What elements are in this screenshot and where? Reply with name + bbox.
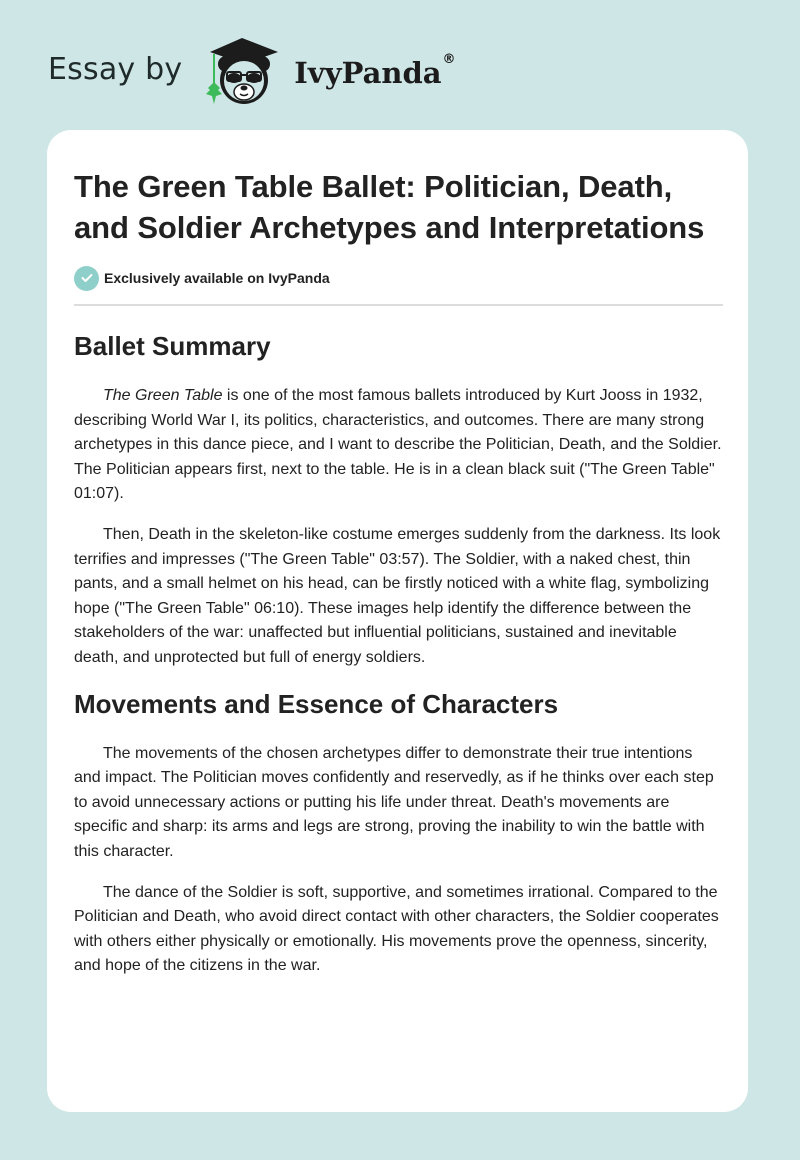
panda-graduate-icon — [200, 34, 290, 110]
paragraph: The dance of the Soldier is soft, supportive, and sometimes irrational. Compared to the Politician and Death, who avoid direct contact with other characters, the Soldier cooperates with others either physically or emotionally. His movements prove the openness, sincerity, and hope of the citizens in the war. — [74, 883, 719, 975]
section-heading-ballet-summary: Ballet Summary — [74, 331, 271, 361]
paragraph: The movements of the chosen archetypes differ to demonstrate their true intentions and impact. The Politician moves confidently and reservedly, as if he thinks over each step to avoid unnecessary actions or putting his life under threat. Death's movements are specific and sharp: its arms and legs are strong, proving the inability to win the battle with this character. — [74, 744, 714, 860]
paragraph: The Green Table is one of the most famous ballets introduced by Kurt Jooss in 1932, describing World War I, its politics, characteristics, and outcomes. There are many strong archetypes in this dance piece, and I want to describe the Politician, Death, and the Soldier. The Politician appears first, next to the table. He is in a clean black suit ("The Green Table" 01:07). — [74, 387, 722, 503]
registered-mark: ® — [442, 52, 456, 67]
brand-prefix: Essay by — [48, 51, 183, 87]
brand-header — [48, 34, 456, 110]
essay-card — [47, 130, 748, 1112]
brand-name: IvyPanda® — [294, 52, 456, 90]
essay-title: The Green Table Ballet: Politician, Death, and Soldier Archetypes and Interpretations — [74, 169, 705, 245]
title-divider — [74, 304, 723, 306]
check-circle-icon — [74, 266, 99, 291]
paragraph: Then, Death in the skeleton-like costume emerges suddenly from the darkness. Its look terrifies and impresses ("The Green Table" 03:57). The Soldier, with a naked chest, thin pants, and a small helmet on his head, can be firstly noticed with a white flag, symbolizing hope ("The Green Table" 06:10). These images help identify the difference between the stakeholders of the war: unaffected but influential politicians, sustained and inevitable death, and unprotected but full of energy soldiers. — [74, 525, 721, 666]
exclusive-badge — [74, 265, 723, 291]
section-heading-movements: Movements and Essence of Characters — [74, 688, 559, 719]
italic-title: The Green Table — [103, 387, 223, 404]
exclusive-badge-text: Exclusively available on IvyPanda — [104, 270, 330, 286]
